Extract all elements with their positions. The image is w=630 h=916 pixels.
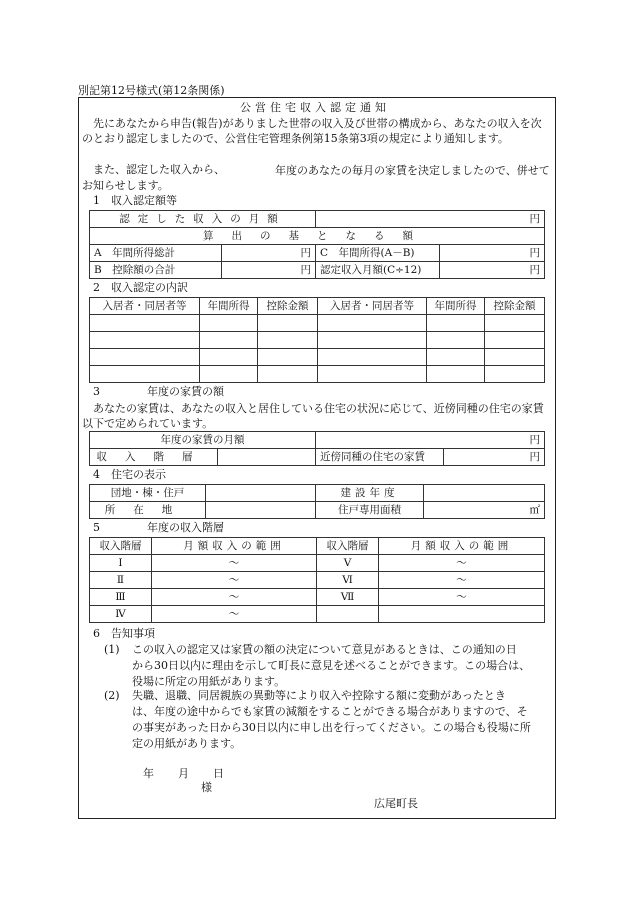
table-row: [90, 332, 545, 349]
complex-label: 団地・棟・住戸: [90, 485, 206, 502]
cert-yen: 円: [440, 262, 545, 279]
range-cell: ～: [152, 606, 317, 623]
breakdown-header: 入居者・同居者等: [90, 298, 200, 315]
intro-paragraph-2a: また、認定した収入から、: [93, 163, 225, 176]
date-year: 年: [143, 767, 154, 780]
table-row: [90, 349, 545, 366]
tier-cell: Ⅲ: [90, 589, 152, 606]
date-day: 日: [213, 767, 224, 780]
notice-line: 定の用紙があります。: [132, 737, 242, 750]
notice-item-2: [104, 688, 550, 752]
b-yen: 円: [222, 262, 316, 279]
tier-col-header: 収入階層: [90, 538, 152, 555]
section-1-heading: 1 収入認定額等: [93, 194, 177, 207]
form-id: 別記第12号様式(第12条関係): [78, 84, 225, 97]
cert-label: 認定収入月額(C÷12): [316, 262, 440, 279]
market-rent-label: 近傍同種の住宅の家賃: [316, 449, 444, 466]
notice-line: から30日以内に理由を示して町長に意見を述べることができます。この場合は、: [132, 659, 531, 672]
section-2-heading: 2 収入認定の内訳: [93, 281, 188, 294]
section-5-number: 5: [93, 521, 100, 534]
notice-item-number: (1): [104, 643, 120, 656]
rent-table: [89, 431, 545, 466]
c-yen: 円: [440, 245, 545, 262]
section-6-heading: 6 告知事項: [93, 627, 155, 640]
floor-area-unit: ㎡: [424, 502, 545, 519]
breakdown-header: 控除金額: [258, 298, 318, 315]
intro-paragraph-1: 先にあなたから申告(報告)がありました世帯の収入及び世帯の構成から、あなたの収入を次のとおり認定しましたので、公営住宅管理条例第15条第3項の規定により通知します。: [82, 117, 542, 145]
section-3-heading: 年度の家賃の額: [147, 385, 224, 398]
section-3-body: あなたの家賃は、あなたの収入と居住している住宅の状況に応じて、近傍同種の住宅の家賃以下で定められています。: [82, 402, 544, 430]
section-3-number: 3: [93, 385, 100, 398]
section-5-heading: 年度の収入階層: [147, 521, 224, 534]
breakdown-header: 入居者・同居者等: [318, 298, 427, 315]
recipient-honorific: 様: [201, 781, 212, 794]
c-label: C 年間所得(A－B): [316, 245, 440, 262]
monthly-income-label: 認定した収入の月額: [90, 211, 316, 228]
tier-cell: Ⅶ: [317, 589, 379, 606]
location-label: 所在地: [90, 502, 206, 519]
income-breakdown-table: [89, 297, 545, 383]
breakdown-header: 年間所得: [427, 298, 485, 315]
housing-table: [89, 484, 545, 519]
tier-label: 収入階層: [90, 449, 218, 466]
range-cell: ～: [379, 572, 545, 589]
construction-year-label: 建設年度: [316, 485, 424, 502]
tier-col-header: 収入階層: [317, 538, 379, 555]
monthly-income-yen: 円: [316, 211, 545, 228]
range-cell: ～: [379, 555, 545, 572]
range-cell: ～: [379, 589, 545, 606]
table-row: [90, 555, 545, 572]
table-row: [90, 589, 545, 606]
notice-line: 役場に所定の用紙があります。: [132, 675, 286, 688]
rent-yen: 円: [316, 432, 545, 449]
basis-header: 算出の基となる額: [90, 228, 545, 245]
b-label: B 控除額の合計: [90, 262, 222, 279]
income-summary-table: [89, 210, 545, 279]
market-rent-yen: 円: [444, 449, 545, 466]
notice-line: 失職、退職、同居親族の異動等により収入や控除する額に変動があったとき: [132, 689, 506, 702]
table-row: [90, 315, 545, 332]
floor-area-label: 住戸専用面積: [316, 502, 424, 519]
tier-cell: Ⅳ: [90, 606, 152, 623]
tier-cell: Ⅵ: [317, 572, 379, 589]
notice-line: の事実があった日から30日以内に申し出を行ってください。この場合も役場に所: [132, 721, 531, 734]
a-label: A 年間所得総計: [90, 245, 222, 262]
range-cell: ～: [152, 555, 317, 572]
notice-item-number: (2): [104, 689, 120, 702]
issuer: 広尾町長: [374, 797, 418, 810]
section-4-heading: 4 住宅の表示: [93, 468, 166, 481]
range-cell: ～: [152, 589, 317, 606]
rent-label: 年度の家賃の月額: [90, 432, 316, 449]
breakdown-header: 年間所得: [200, 298, 258, 315]
a-yen: 円: [222, 245, 316, 262]
table-row: [90, 606, 545, 623]
tier-cell: Ⅴ: [317, 555, 379, 572]
range-cell: ～: [152, 572, 317, 589]
document-title: 公営住宅収入認定通知: [240, 101, 390, 114]
table-row: [90, 572, 545, 589]
table-row: [90, 366, 545, 383]
range-col-header: 月額収入の範囲: [152, 538, 317, 555]
intro-paragraph-2b: 年度のあなたの毎月の家賃を決定しましたので、併せてお知らせします。: [82, 164, 550, 192]
notice-line: は、年度の途中からでも家賃の減額をすることができる場合がありますので、そ: [132, 705, 528, 718]
breakdown-header: 控除金額: [485, 298, 545, 315]
range-col-header: 月額収入の範囲: [379, 538, 545, 555]
notice-item-1: [104, 642, 550, 690]
income-tier-table: [89, 537, 545, 623]
tier-cell: Ⅰ: [90, 555, 152, 572]
date-month: 月: [178, 767, 189, 780]
tier-cell: Ⅱ: [90, 572, 152, 589]
notice-line: この収入の認定又は家賃の額の決定について意見があるときは、この通知の日: [132, 643, 517, 656]
